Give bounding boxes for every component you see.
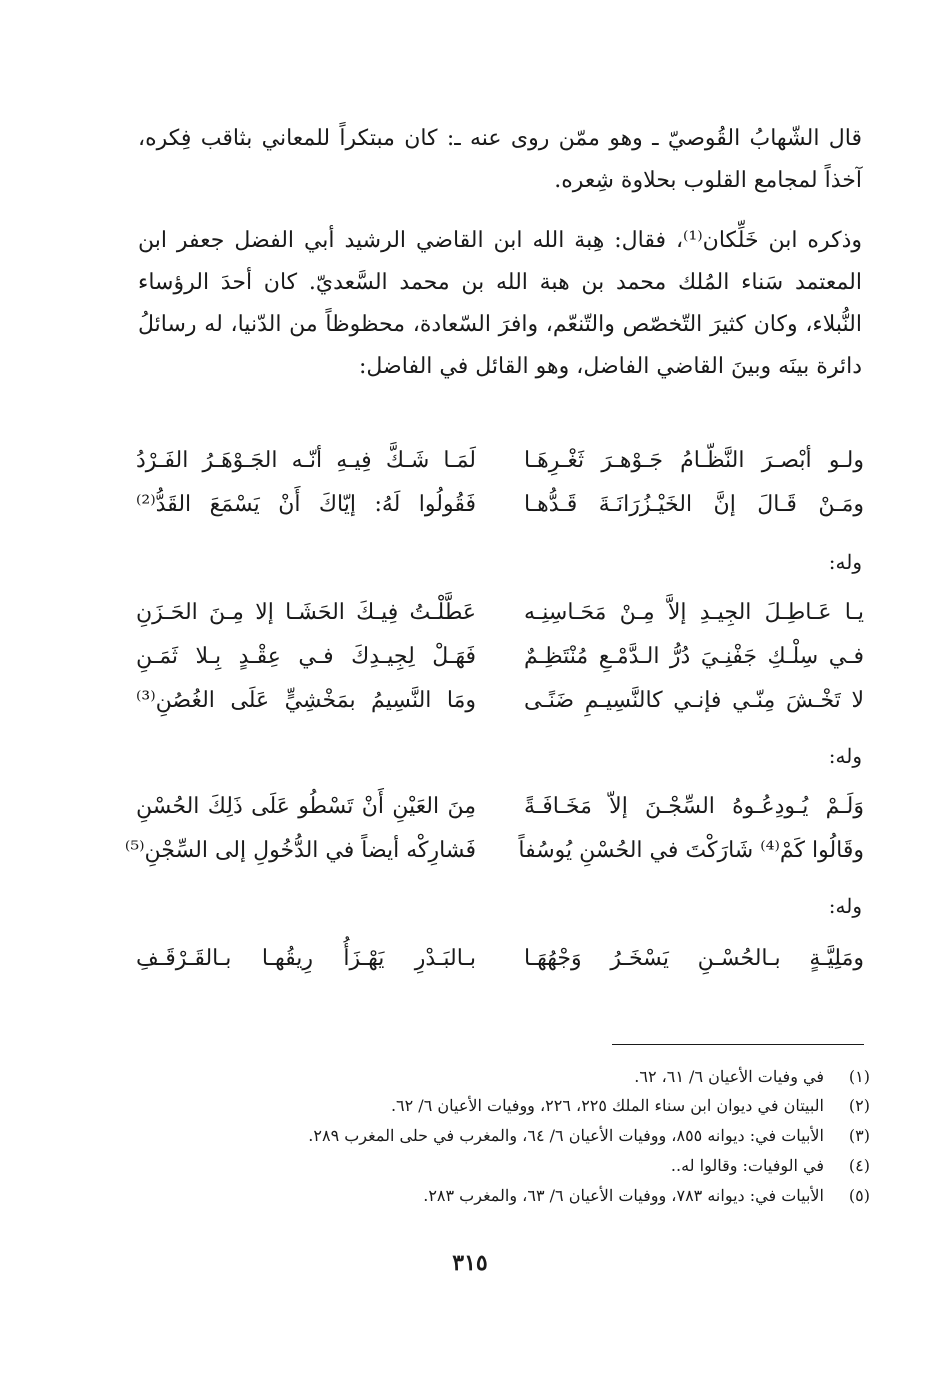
poem-intro: وله: (828, 894, 862, 918)
verse-first-half: لا تَخْـشَ مِنّـي فإنـي كالنَّسِيـمِ ضَنًـى (524, 688, 864, 713)
verse-first-half: ومَلِيَّـةٍ بـالحُسْـنِ يَسْخَـرُ وَجْهُهَـا (524, 946, 864, 971)
verse-second-half: فَشارِكْه أيضاً في الدُّخُولِ إلى السِّجْنِ⁽⁵⁾ (124, 838, 476, 863)
footnote-number: (٥) (848, 1186, 870, 1205)
paragraph-2: وذكره ابن خَلِّكان⁽¹⁾، فقال: هِبة الله ابن القاضي الرشيد أبي الفضل جعفر ابن المعتمد سَناء المُلك محمد بن هبة الله بن محمد السَّعديّ. كان أحدَ الرؤساء النُّبلاء، وكان كثيرَ التّخصّص والتّنعّم، وافرَ السّعادة، محظوظاً من الدّنيا، له رسائلُ دائرة بينَه وبينَ القاضي الفاضل، وهو القائل في الفاضل: (138, 228, 862, 379)
page-number: ٣١٥ (452, 1250, 488, 1276)
verse-first-half: يـا عَـاطِـلَ الجِيـدِ إلاَّ مِـنْ مَحَـاسِنِـه (524, 600, 864, 625)
poem-intro: وله: (828, 744, 862, 768)
verse (136, 680, 864, 722)
footnote-number: (٤) (848, 1156, 870, 1175)
verse-first-half: ولـو أبْصـرَ النَّظّـامُ جَـوْهـرَ ثَغْـرِهَـا (524, 448, 864, 473)
footnote-text: البيتان في ديوان ابن سناء الملك ٢٢٥، ٢٢٦، ووفيات الأعيان ٦/ ٦٢. (390, 1096, 824, 1115)
verse-second-half: لَمَـا شَـكَّ فِيـهِ أنّـه الجَـوْهَـرُ الفَـرْدُ (136, 448, 476, 473)
verse-second-half: مِنَ العَيْنِ أَنْ تَسْطُو عَلَى ذَلِكَ الحُسْنِ (136, 794, 476, 819)
footnote (391, 1092, 870, 1120)
footnote-number: (٢) (848, 1096, 870, 1115)
footnote-text: الأبيات في: ديوانه ٨٥٥، ووفيات الأعيان ٦/ ٦٤، والمغرب في حلى المغرب ٢٨٩. (308, 1126, 824, 1145)
verse-first-half: ومَـنْ قَـالَ إنَّ الخَيْـزُرَانَـةَ قَـدُّهـا (524, 492, 864, 517)
footnote (308, 1122, 870, 1150)
verse (136, 592, 864, 634)
verse (136, 938, 864, 980)
verse (136, 484, 864, 526)
footnote-number: (٣) (848, 1126, 870, 1145)
footnote (423, 1182, 870, 1210)
footnote (634, 1063, 870, 1091)
footnote-text: في الوفيات: وقالوا له.. (670, 1156, 824, 1175)
paragraph-1: قال الشّهابُ القُوصيّ ـ وهو ممّن روى عنه ـ: كان مبتكراً للمعاني بثاقب فِكره، آخذاً لمجامع القلوب بحلاوة شِعره. (138, 126, 862, 193)
verse (136, 786, 864, 828)
verse-first-half: فـي سِلْـكِ جَفْنِـيَ دُرُّ الـدَّمْـعِ مُنْتَظِـمٌ (524, 644, 864, 669)
footnote-number: (١) (848, 1067, 870, 1086)
poem-intro: وله: (828, 550, 862, 574)
verse-second-half: عَطَّلْـتُ فِيـكَ الحَشَـا إلا مِـنَ الحَـزَنِ (136, 600, 476, 625)
verse-second-half: بـالبَـدْرِ يَهْـزَأُ رِيقُهـا بـالقَـرْقَـفِ (136, 946, 476, 971)
footnote-divider (612, 1044, 864, 1045)
verse-second-half: فَقُولُوا لَهُ: إيّاكَ أَنْ يَسْمَعَ القَدُّ⁽²⁾ (136, 492, 476, 517)
verse-first-half: وَلَـمْ يُـودِعُـوهُ السِّجْـنَ إلاّ مَخَـافَـةً (524, 794, 864, 819)
verse-first-half: وقَالُوا كَمْ⁽⁴⁾ شَارَكْتَ في الحُسْنِ يُوسُفاً (518, 838, 864, 863)
verse (136, 636, 864, 678)
verse (124, 830, 864, 872)
verse-second-half: فَهَـلْ لِجِيـدِكَ فـي عِقْـدٍ بِـلا ثَمَـنِ (136, 644, 476, 669)
verse-second-half: ومَا النَّسِيمُ بمَخْشِيٍّ عَلَى الغُصُنِ⁽³⁾ (136, 688, 476, 713)
footnote-text: الأبيات في: ديوانه ٧٨٣، ووفيات الأعيان ٦/ ٦٣، والمغرب ٢٨٣. (423, 1186, 824, 1205)
footnote-text: في وفيات الأعيان ٦/ ٦١، ٦٢. (634, 1067, 824, 1086)
verse (136, 440, 864, 482)
footnote (671, 1152, 870, 1180)
